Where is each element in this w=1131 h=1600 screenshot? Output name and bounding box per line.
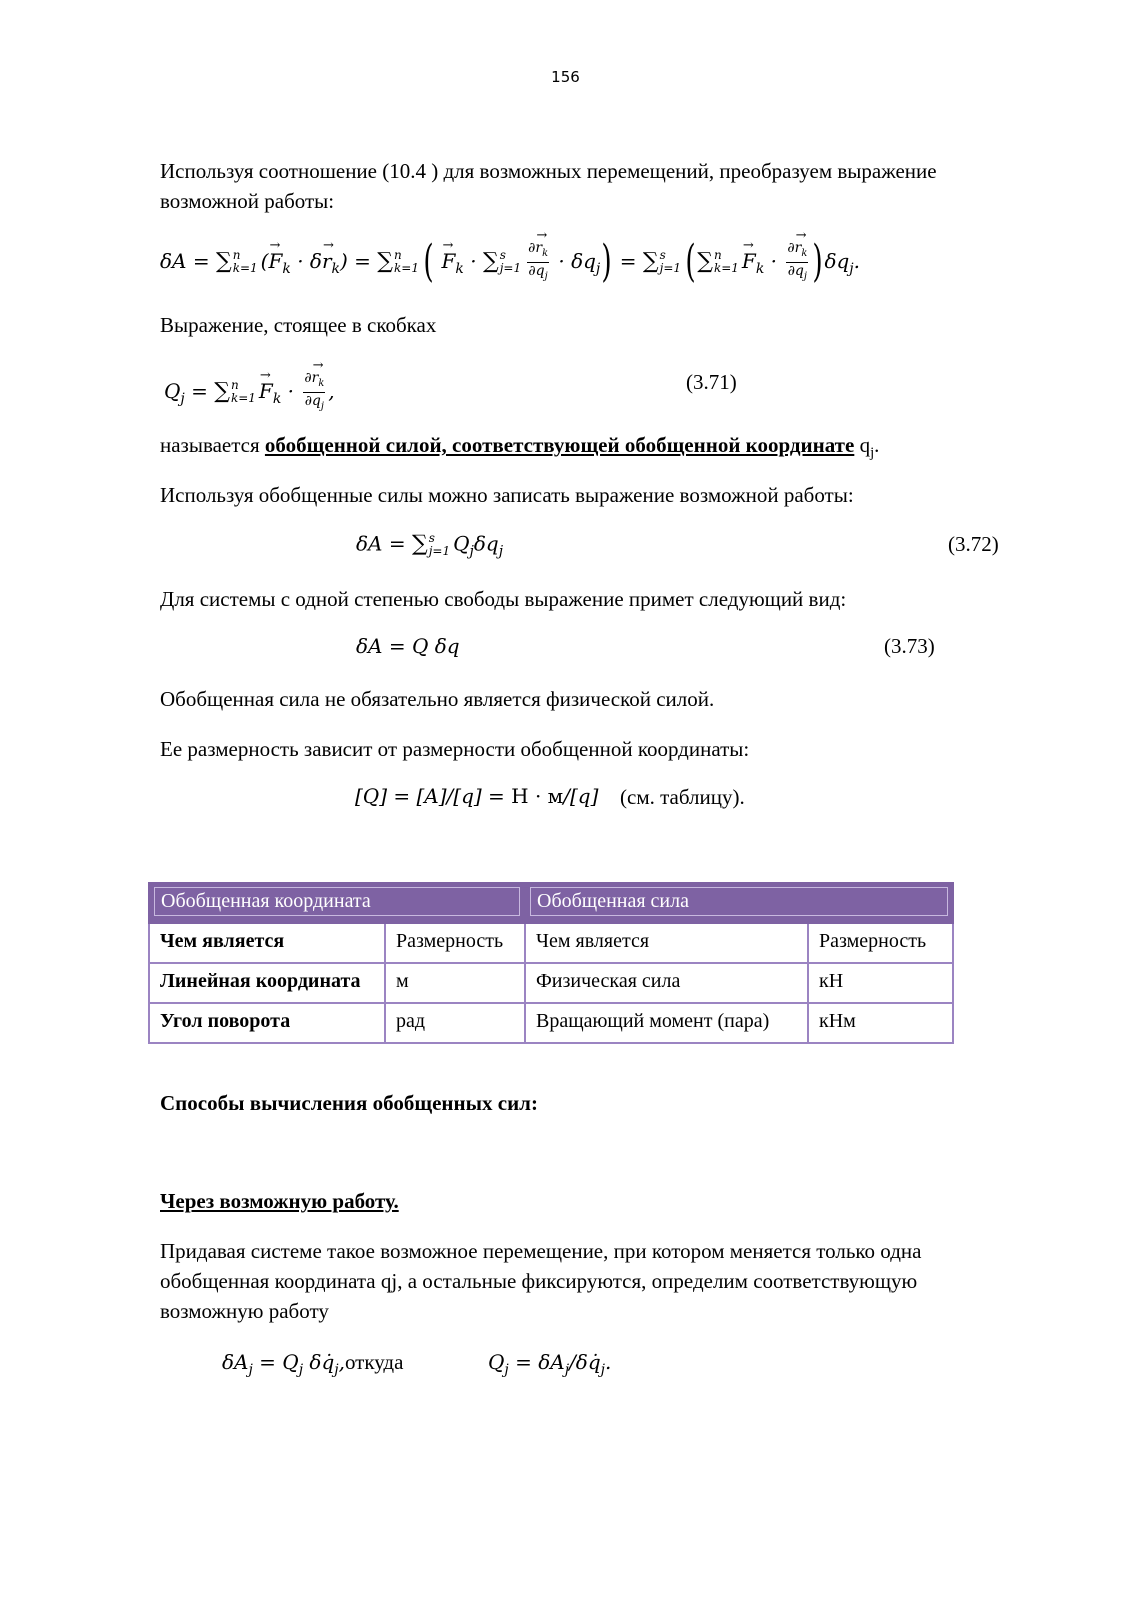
table-cell: Чем является bbox=[525, 923, 808, 963]
dimension-paragraph: Ее размерность зависит от размерности обобщенной координаты: bbox=[160, 737, 750, 761]
equation-number-373: (3.73) bbox=[884, 634, 935, 658]
table-cell: м bbox=[385, 963, 525, 1003]
generalized-force-ratio-formula: $Q_j$ = $\delta A_j/\delta q̇_j$. bbox=[488, 1350, 612, 1378]
possible-work-expansion-formula: δA = ∑n k=1 (→ $F_k \cdot \delta\to r_k) = \sum n$ k=1 ( → $F_k \cdot \sum s$ j=1 $\frac{\partial\to r_k}{\partial q_j}$ · $\delta q_j) = \sum s$ j=1 (∑n $k=1\to F_k$ · $\frac{\partial\to r_k}{\partial q_j}$ )$\delta q_j$. bbox=[160, 240, 860, 285]
bracket-paragraph: Выражение, стоящее в скобках bbox=[160, 313, 437, 337]
generalized-force-formula: $Q_j = \sum n$ $k=1\to F_k$ · $\frac{\partial\to r_k}{\partial q_j}$ , bbox=[164, 370, 335, 415]
table-subheader-row bbox=[149, 923, 953, 963]
table-cell: кНм bbox=[808, 1003, 953, 1043]
table-cell: Размерность bbox=[385, 923, 525, 963]
table-cell: Линейная координата bbox=[149, 963, 385, 1003]
table-cell: Угол поворота bbox=[149, 1003, 385, 1043]
table-row bbox=[149, 963, 953, 1003]
table-cell: Вращающий момент (пара) bbox=[525, 1003, 808, 1043]
single-dof-formula: δA = Q δq bbox=[356, 634, 460, 658]
equation-number-371: (3.71) bbox=[686, 370, 737, 394]
table-cell: рад bbox=[385, 1003, 525, 1043]
table-cell: Чем является bbox=[149, 923, 385, 963]
generalized-table bbox=[148, 882, 954, 1044]
partial-work-formula: $\delta A_j = Q_j$ $\delta q̇_j,откуда$ bbox=[222, 1350, 404, 1378]
table-cell: Физическая сила bbox=[525, 963, 808, 1003]
table-cell: Размерность bbox=[808, 923, 953, 963]
see-table-note: (см. таблицу). bbox=[620, 785, 745, 809]
work-sum-formula: δA = ∑s j=1 $Q_j\delta q_j$ bbox=[356, 531, 504, 560]
equation-number-372: (3.72) bbox=[948, 532, 999, 556]
table-header-cell: Обобщенная сила bbox=[525, 883, 953, 923]
using-generalized-paragraph: Используя обобщенные силы можно записать выражение возможной работы: bbox=[160, 483, 854, 507]
via-work-heading: Через возможную работу. bbox=[160, 1189, 399, 1213]
procedure-paragraph: Придавая системе такое возможное перемещение, при котором меняется только одна обобщенная координата qj, а остальные фиксируются, определим соответствующую возможную работу bbox=[160, 1239, 922, 1323]
page-number: 156 bbox=[551, 68, 580, 86]
methods-heading: Способы вычисления обобщенных сил: bbox=[160, 1091, 538, 1115]
whence-word: откуда bbox=[344, 1350, 404, 1374]
table-row bbox=[149, 1003, 953, 1043]
one-dof-paragraph: Для системы с одной степенью свободы выражение примет следующий вид: bbox=[160, 587, 847, 611]
table-cell: кН bbox=[808, 963, 953, 1003]
not-physical-paragraph: Обобщенная сила не обязательно является физической силой. bbox=[160, 687, 715, 711]
definition-paragraph: называется обобщенной силой, соответствующей обобщенной координате $q_j$. bbox=[160, 433, 880, 462]
dimension-formula: [Q] = [A]/[q] = Н · м/[q] bbox=[355, 784, 599, 808]
table-header-cell: Обобщенная координата bbox=[149, 883, 525, 923]
table-header-row bbox=[149, 883, 953, 923]
intro-paragraph: Используя соотношение (10.4 ) для возможных перемещений, преобразуем выражение возможной работы: bbox=[160, 159, 937, 213]
